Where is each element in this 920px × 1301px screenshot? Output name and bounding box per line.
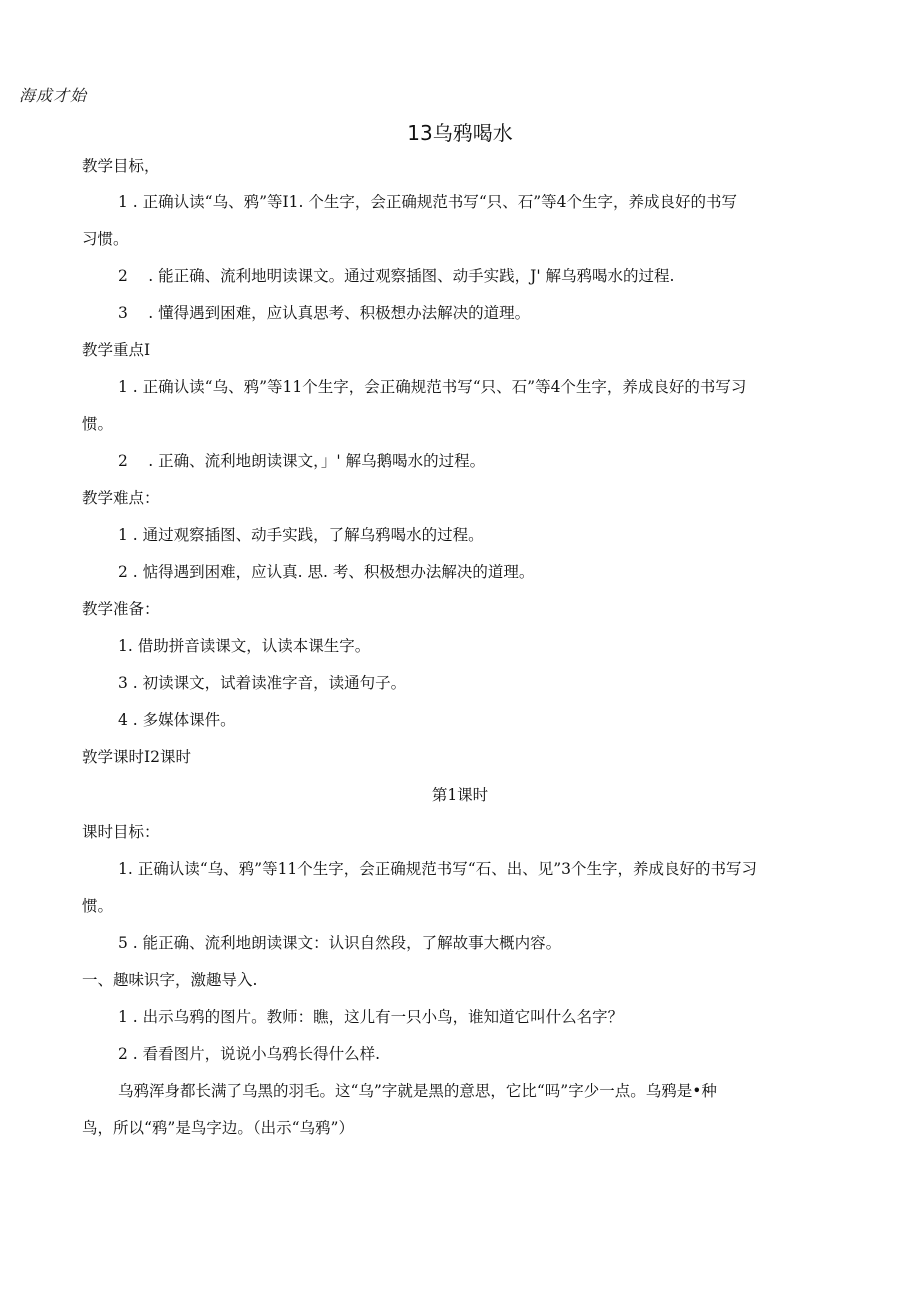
preparation-heading: 教学准备：: [82, 600, 160, 618]
objective-item: 1 . 正确认读“乌、鸦”等I1. 个生字，会正确规范书写“只、石”等4个生字，养成良好的书写: [118, 193, 738, 211]
part1-item: 1 . 出示乌鸦的图片。教师：瞧，这儿有一只小鸟，谁知道它叫什么名字？: [118, 1008, 624, 1026]
key-points-heading: 教学重点I: [82, 341, 151, 359]
page-title: 13乌鸦喝水: [407, 121, 513, 145]
key-point-item: 1 . 正确认读“乌、鸦”等11个生字，会正确规范书写“只、石”等4个生字，养成良好的书写习: [118, 378, 747, 396]
objective-item: 3 . 懂得遇到困难，应认真思考、积极想办法解决的道理。: [118, 304, 531, 322]
key-point-item: 2 . 正确、流利地朗读课文，」' 解乌鹅喝水的过程。: [118, 452, 486, 470]
difficulty-item: 2 . 惦得遇到困难，应认真. 思. 考、积极想办法解决的道理。: [118, 563, 535, 581]
lesson-heading: 第1课时: [431, 786, 489, 804]
lesson-goal-heading: 课时目标：: [82, 823, 160, 841]
objectives-heading: 教学目标，: [82, 157, 160, 175]
header-corner-text: 海成才始: [19, 86, 88, 105]
part1-heading: 一、趣味识字，激趣导入.: [82, 971, 258, 989]
lesson-goal-item: 1. 正确认读“乌、鸦”等11个生字，会正确规范书写“石、出、见”3个生字，养成良好的书写习: [118, 860, 757, 878]
preparation-item: 4 . 多媒体课件。: [118, 711, 236, 729]
difficulty-item: 1 . 通过观察插图、动手实践，了解乌鸦喝水的过程。: [118, 526, 484, 544]
lesson-goal-item: 惯。: [82, 897, 114, 915]
part1-paragraph: 鸟，所以“鸦”是鸟字边。（出示“乌鸦”）: [82, 1119, 354, 1137]
key-point-item: 惯。: [82, 415, 114, 433]
preparation-item: 1. 借助拼音读课文，认读本课生字。: [118, 637, 371, 655]
preparation-item: 3 . 初读课文，试着读准字音，读通句子。: [118, 674, 407, 692]
objective-item: 习惯。: [82, 230, 129, 248]
difficulties-heading: 教学难点：: [82, 489, 160, 507]
part1-item: 2 . 看看图片，说说小乌鸦长得什么样.: [118, 1045, 381, 1063]
part1-paragraph: 乌鸦浑身都长满了乌黑的羽毛。这“乌”字就是黑的意思，它比“吗”字少一点。乌鸦是•种: [118, 1082, 717, 1100]
periods-heading: 敦学课时I2课时: [82, 748, 191, 766]
objective-item: 2 . 能正确、流利地明读课文。通过观察插图、动手实践，J' 解乌鸦喝水的过程.: [118, 267, 675, 285]
lesson-goal-item: 5 . 能正确、流利地朗读课文：认识自然段，了解故事大概内容。: [118, 934, 562, 952]
